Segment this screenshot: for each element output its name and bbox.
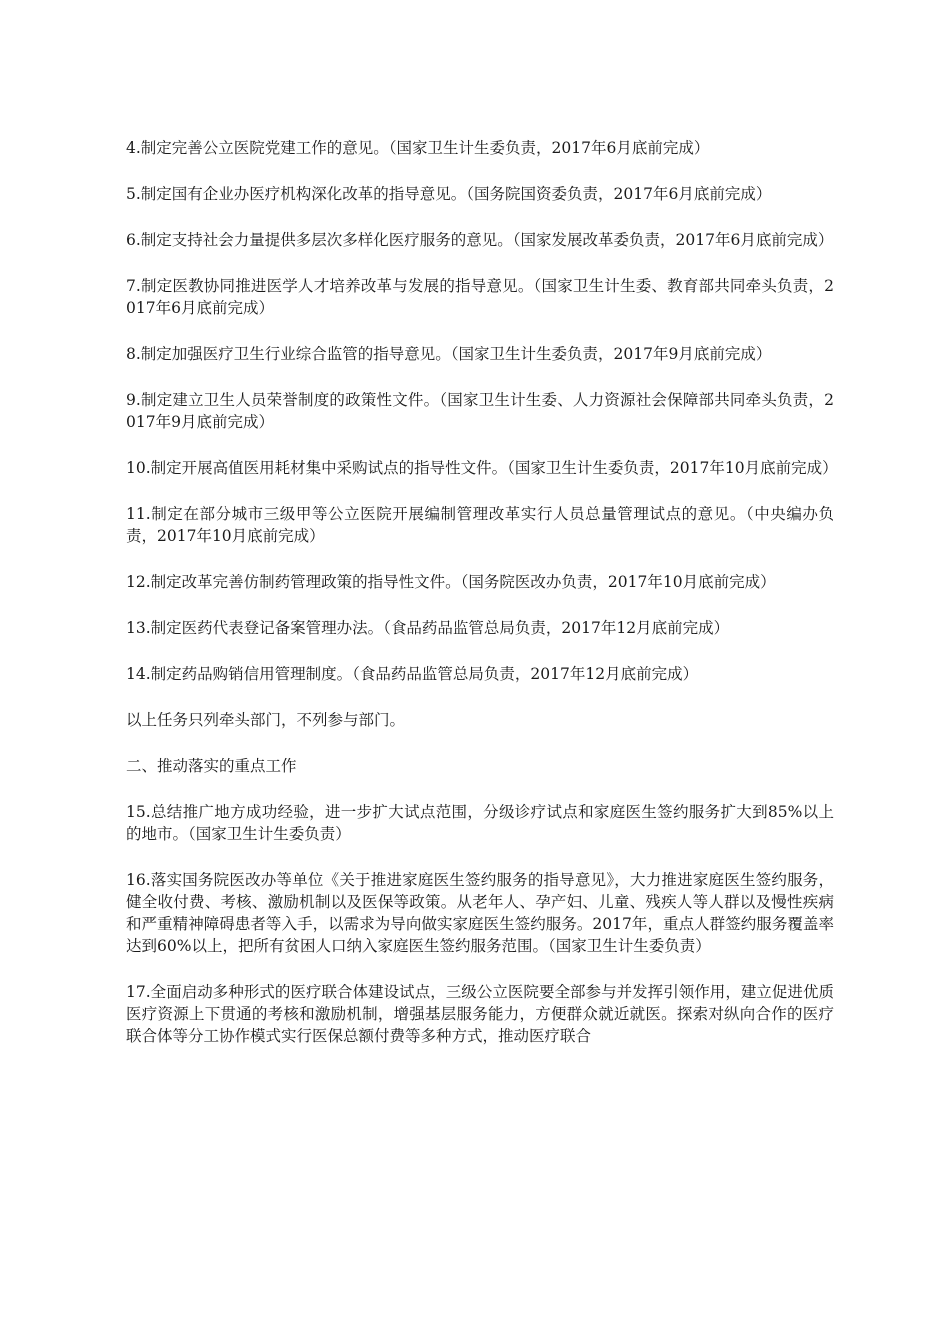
task-item-5: 5.制定国有企业办医疗机构深化改革的指导意见。（国务院国资委负责，2017年6月底前完成） bbox=[126, 185, 772, 203]
document-body bbox=[126, 137, 838, 1071]
section-heading: 二、推动落实的重点工作 bbox=[126, 757, 297, 775]
task-item-4: 4.制定完善公立医院党建工作的意见。（国家卫生计生委负责，2017年6月底前完成） bbox=[126, 139, 710, 157]
task-item-7: 7.制定医教协同推进医学人才培养改革与发展的指导意见。（国家卫生计生委、教育部共同牵头负责，2017年6月底前完成） bbox=[126, 277, 834, 317]
task-item-6: 6.制定支持社会力量提供多层次多样化医疗服务的意见。（国家发展改革委负责，2017年6月底前完成） bbox=[126, 231, 834, 249]
task-item-14: 14.制定药品购销信用管理制度。（食品药品监管总局负责，2017年12月底前完成） bbox=[126, 665, 699, 683]
task-item-9: 9.制定建立卫生人员荣誉制度的政策性文件。（国家卫生计生委、人力资源社会保障部共同牵头负责，2017年9月底前完成） bbox=[126, 391, 834, 431]
task-item-10: 10.制定开展高值医用耗材集中采购试点的指导性文件。（国家卫生计生委负责，2017年10月底前完成） bbox=[126, 459, 838, 477]
task-item-12: 12.制定改革完善仿制药管理政策的指导性文件。（国务院医改办负责，2017年10月底前完成） bbox=[126, 573, 776, 591]
task-item-17: 17.全面启动多种形式的医疗联合体建设试点，三级公立医院要全部参与并发挥引领作用，建立促进优质医疗资源上下贯通的考核和激励机制，增强基层服务能力，方便群众就近就医。探索对纵向合作的医疗联合体等分工协作模式实行医保总额付费等多种方式，推动医疗联合 bbox=[126, 983, 834, 1045]
task-item-11: 11.制定在部分城市三级甲等公立医院开展编制管理改革实行人员总量管理试点的意见。（中央编办负责，2017年10月底前完成） bbox=[126, 505, 834, 545]
task-item-8: 8.制定加强医疗卫生行业综合监管的指导意见。（国家卫生计生委负责，2017年9月底前完成） bbox=[126, 345, 772, 363]
task-note: 以上任务只列牵头部门，不列参与部门。 bbox=[126, 711, 406, 729]
task-item-13: 13.制定医药代表登记备案管理办法。（食品药品监管总局负责，2017年12月底前完成） bbox=[126, 619, 730, 637]
task-item-15: 15.总结推广地方成功经验，进一步扩大试点范围，分级诊疗试点和家庭医生签约服务扩大到85%以上的地市。（国家卫生计生委负责） bbox=[126, 803, 834, 843]
task-item-16: 16.落实国务院医改办等单位《关于推进家庭医生签约服务的指导意见》，大力推进家庭医生签约服务，健全收付费、考核、激励机制以及医保等政策。从老年人、孕产妇、儿童、残疾人等人群以及慢性疾病和严重精神障碍患者等入手，以需求为导向做实家庭医生签约服务。2017年，重点人群签约服务覆盖率达到60%以上，把所有贫困人口纳入家庭医生签约服务范围。（国家卫生计生委负责） bbox=[126, 871, 834, 955]
